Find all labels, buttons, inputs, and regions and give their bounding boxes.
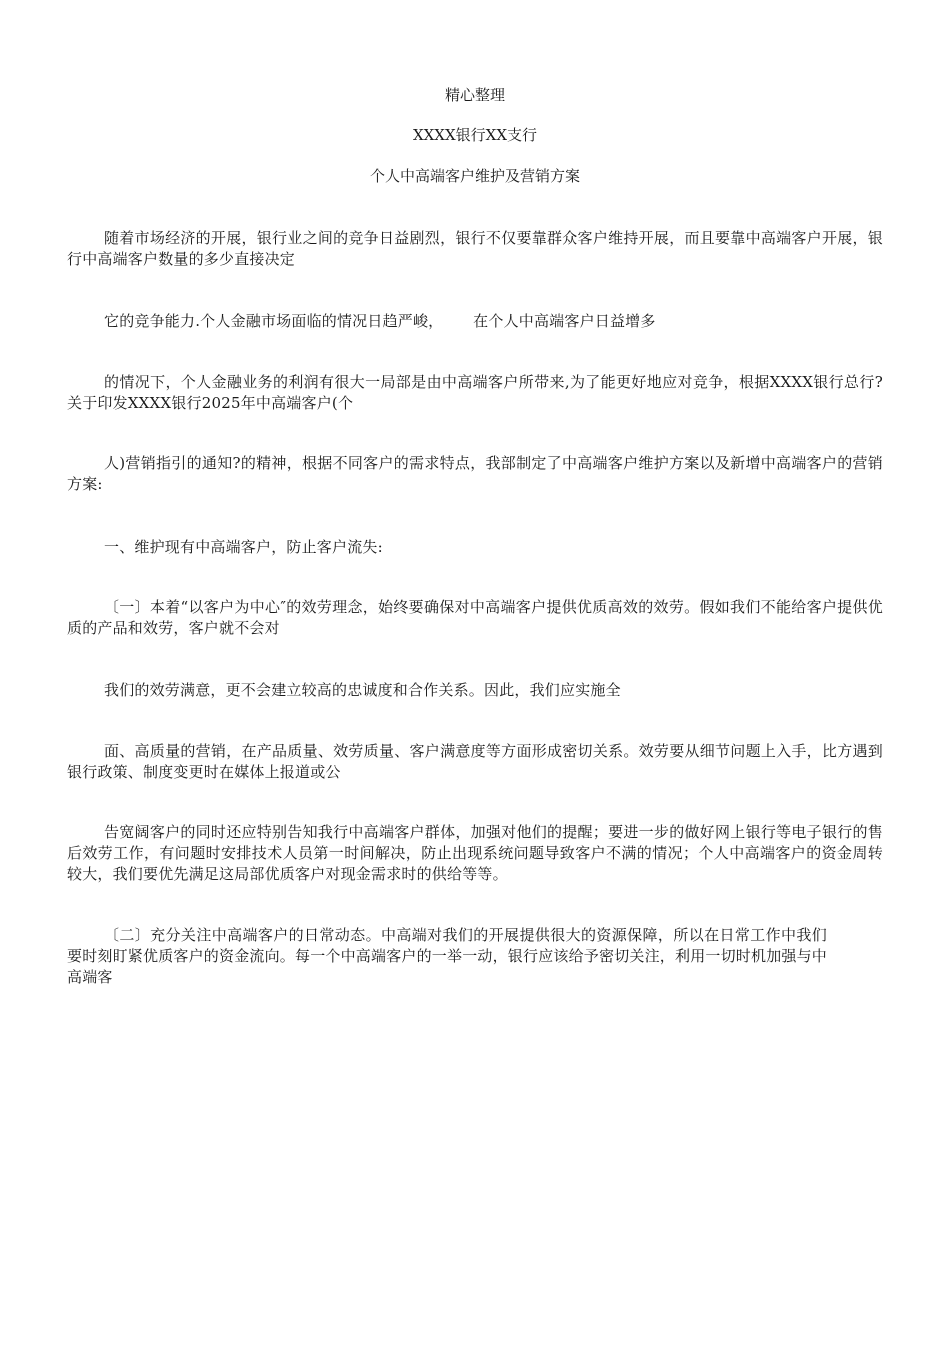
organization-name: XXXX银行XX支行	[412, 126, 538, 144]
paragraph-notify-clients: 告宽阔客户的同时还应特别告知我行中高端客户群体，加强对他们的提醒；要进一步的做好网上银行等电子银行的售后效劳工作，有问题时安排技术人员第一时间解决，防止出现系统问题导致客户不满的情况；个人中高端客户的资金周转较大，我们要优先满足这局部优质客户对现金需求时的供给等等。	[67, 823, 883, 883]
document-title: 个人中高端客户维护及营销方案	[369, 167, 580, 185]
page-header: 精心整理	[444, 86, 505, 104]
paragraph-client-dynamics: 〔二〕充分关注中高端客户的日常动态。中高端对我们的开展提供很大的资源保障，所以在日常工作中我们要时刻盯紧优质客户的资金流向。每一个中高端客户的一举一动，银行应该给予密切关注，利用一切时机加强与中高端客	[67, 926, 828, 986]
paragraph-plan: 人)营销指引的通知?的精神，根据不同客户的需求特点，我部制定了中高端客户维护方案以及新增中高端客户的营销方案:	[67, 454, 883, 493]
section-heading-1: 一、维护现有中高端客户，防止客户流失:	[104, 538, 383, 556]
paragraph-quality-marketing: 面、高质量的营销，在产品质量、效劳质量、客户满意度等方面形成密切关系。效劳要从细节问题上入手，比方遇到银行政策、制度变更时在媒体上报道或公	[67, 742, 883, 781]
paragraph-satisfaction: 我们的效劳满意，更不会建立较高的忠诚度和合作关系。因此，我们应实施全	[104, 681, 621, 699]
paragraph-competition: 它的竞争能力.个人金融市场面临的情况日趋严峻， 在个人中高端客户日益增多	[104, 312, 656, 330]
paragraph-service-concept: 〔一〕本着“以客户为中心″的效劳理念，始终要确保对中高端客户提供优质高效的效劳。假如我们不能给客户提供优质的产品和效劳，客户就不会对	[67, 598, 883, 637]
paragraph-profit: 的情况下，个人金融业务的利润有很大一局部是由中高端客户所带来,为了能更好地应对竞争，根据XXXX银行总行?关于印发XXXX银行2025年中高端客户(个	[67, 373, 883, 412]
paragraph-intro: 随着市场经济的开展，银行业之间的竞争日益剧烈，银行不仅要靠群众客户维持开展，而且要靠中高端客户开展，银行中高端客户数量的多少直接决定	[67, 229, 883, 268]
